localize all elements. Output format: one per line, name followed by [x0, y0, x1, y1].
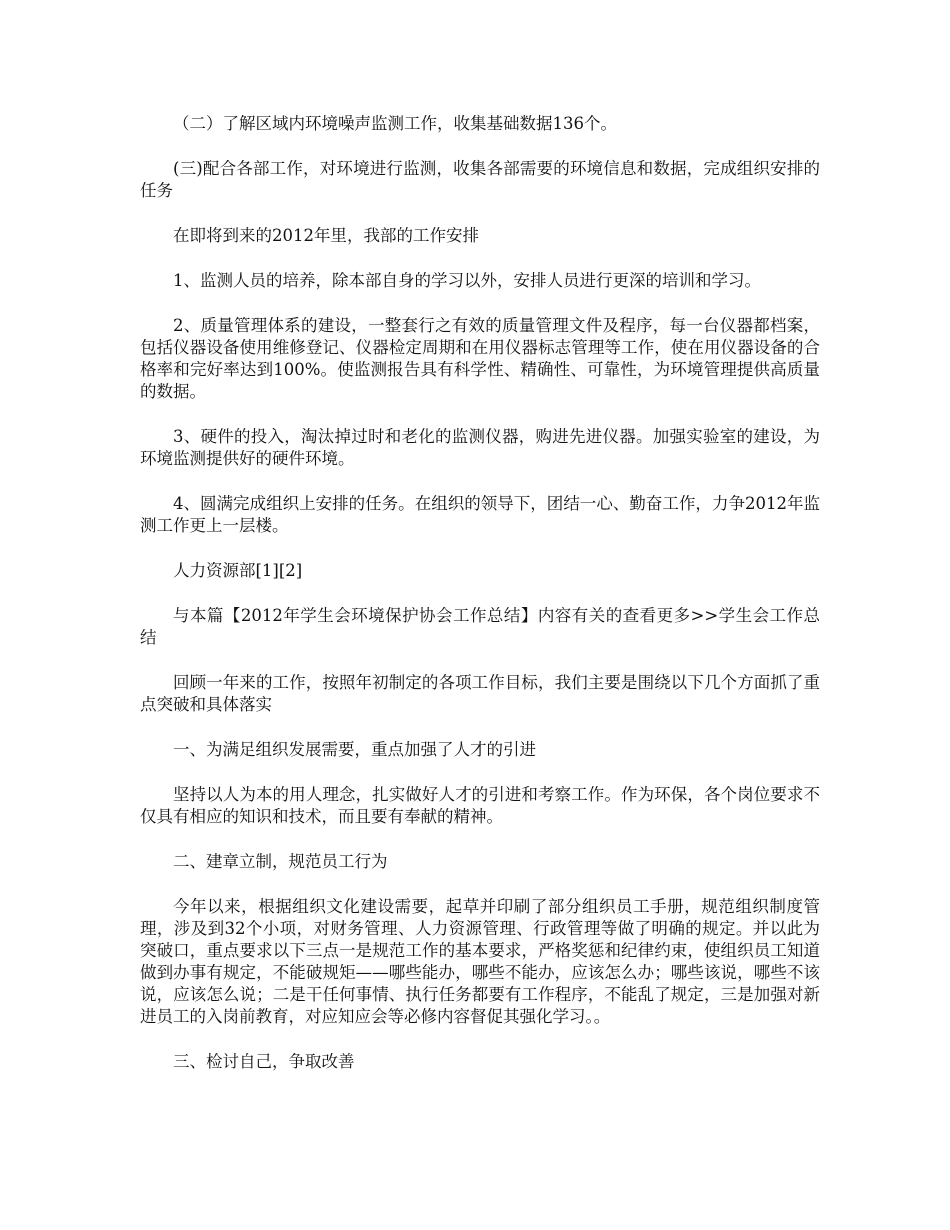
paragraph-noise-monitoring: （二）了解区域内环境噪声监测工作，收集基础数据136个。	[173, 114, 617, 133]
paragraph-review: 回顾一年来的工作，按照年初制定的各项工作目标，我们主要是围绕以下几个方面抓了重点突破和具体落实	[140, 673, 820, 714]
paragraph-staff-training: 1、监测人员的培养，除本部自身的学习以外，安排人员进行更深的培训和学习。	[173, 271, 761, 290]
paragraph-hardware: 3、硬件的投入，淘汰掉过时和老化的监测仪器，购进先进仪器。加强实验室的建设，为环境监测提供好的硬件环境。	[140, 427, 820, 468]
paragraph-related-link: 与本篇【2012年学生会环境保护协会工作总结】内容有关的查看更多>>学生会工作总结	[140, 606, 820, 647]
paragraph-cooperation: (三)配合各部工作，对环境进行监测，收集各部需要的环境信息和数据，完成组织安排的任务	[140, 159, 820, 200]
heading-rules: 二、建章立制，规范员工行为	[173, 852, 388, 871]
document-page	[140, 113, 820, 1096]
paragraph-rules: 今年以来，根据组织文化建设需要，起草并印刷了部分组织员工手册，规范组织制度管理，涉及到32个小项，对财务管理、人力资源管理、行政管理等做了明确的规定。并以此为突破口，重点要求以下三点一是规范工作的基本要求，严格奖惩和纪律约束，使组织员工知道做到办事有规定，不能破规矩——哪些能办，哪些不能办，应该怎么办；哪些该说，哪些不该说，应该怎么说；二是干任何事情、执行任务都要有工作程序，不能乱了规定，三是加强对新进员工的入岗前教育，对应知应会等必修内容督促其强化学习。。	[140, 897, 820, 1026]
paragraph-talent: 坚持以人为本的用人理念，扎实做好人才的引进和考察工作。作为环保，各个岗位要求不仅具有相应的知识和技术，而且要有奉献的精神。	[140, 785, 820, 826]
paragraph-signature: 人力资源部[1][2]	[173, 561, 303, 580]
heading-talent: 一、为满足组织发展需要，重点加强了人才的引进	[173, 740, 536, 759]
paragraph-2012-plan-intro: 在即将到来的2012年里，我部的工作安排	[173, 226, 479, 245]
paragraph-tasks: 4、圆满完成组织上安排的任务。在组织的领导下，团结一心、勤奋工作，力争2012年监测工作更上一层楼。	[140, 494, 820, 535]
heading-self-review: 三、检讨自己，争取改善	[173, 1052, 355, 1071]
paragraph-quality-system: 2、质量管理体系的建设，一整套行之有效的质量管理文件及程序，每一台仪器都档案，包括仪器设备使用维修登记、仪器检定周期和在用仪器标志管理等工作，使在用仪器设备的合格率和完好率达到100%。使监测报告具有科学性、精确性、可靠性，为环境管理提供高质量的数据。	[140, 316, 820, 401]
